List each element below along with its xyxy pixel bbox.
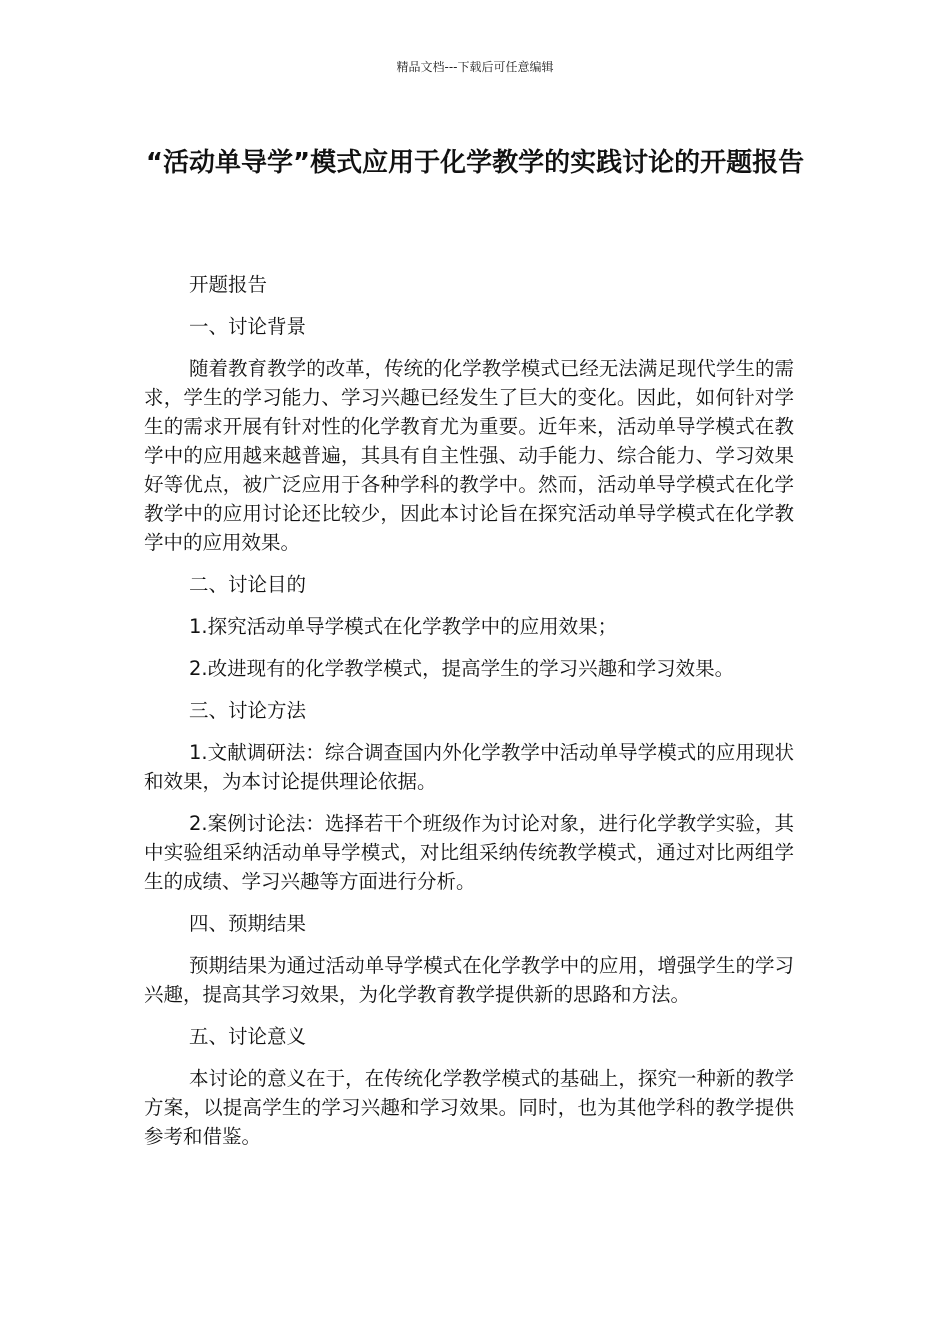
paragraph-significance: 本讨论的意义在于，在传统化学教学模式的基础上，探究一种新的教学方案，以提高学生的学习兴趣和学习效果。同时，也为其他学科的教学提供参考和借鉴。 — [144, 1067, 794, 1148]
document-title: “活动单导学”模式应用于化学教学的实践讨论的开题报告 — [145, 148, 805, 178]
section-heading-purpose: 二、讨论目的 — [189, 573, 307, 596]
document-body — [144, 270, 794, 1164]
report-label: 开题报告 — [189, 273, 268, 296]
paragraph-methods-1: 1.文献调研法：综合调查国内外化学教学中活动单导学模式的应用现状和效果，为本讨论提供理论依据。 — [144, 741, 794, 793]
paragraph-purpose-1: 1.探究活动单导学模式在化学教学中的应用效果； — [189, 615, 618, 638]
paragraph-purpose-2: 2.改进现有的化学教学模式，提高学生的学习兴趣和学习效果。 — [189, 657, 735, 680]
section-heading-significance: 五、讨论意义 — [189, 1025, 307, 1048]
header-note: 精品文档---下载后可任意编辑 — [396, 60, 554, 74]
paragraph-background: 随着教育教学的改革，传统的化学教学模式已经无法满足现代学生的需求，学生的学习能力、学习兴趣已经发生了巨大的变化。因此，如何针对学生的需求开展有针对性的化学教育尤为重要。近年来，活动单导学模式在教学中的应用越来越普遍，其具有自主性强、动手能力、综合能力、学习效果好等优点，被广泛应用于各种学科的教学中。然而，活动单导学模式在化学教学中的应用讨论还比较少，因此本讨论旨在探究活动单导学模式在化学教学中的应用效果。 — [144, 357, 794, 554]
section-heading-methods: 三、讨论方法 — [189, 699, 307, 722]
paragraph-expected-results: 预期结果为通过活动单导学模式在化学教学中的应用，增强学生的学习兴趣，提高其学习效果，为化学教育教学提供新的思路和方法。 — [144, 954, 794, 1006]
section-heading-expected-results: 四、预期结果 — [189, 912, 307, 935]
paragraph-methods-2: 2.案例讨论法：选择若干个班级作为讨论对象，进行化学教学实验，其中实验组采纳活动单导学模式，对比组采纳传统教学模式，通过对比两组学生的成绩、学习兴趣等方面进行分析。 — [144, 812, 794, 893]
section-heading-background: 一、讨论背景 — [189, 315, 307, 338]
